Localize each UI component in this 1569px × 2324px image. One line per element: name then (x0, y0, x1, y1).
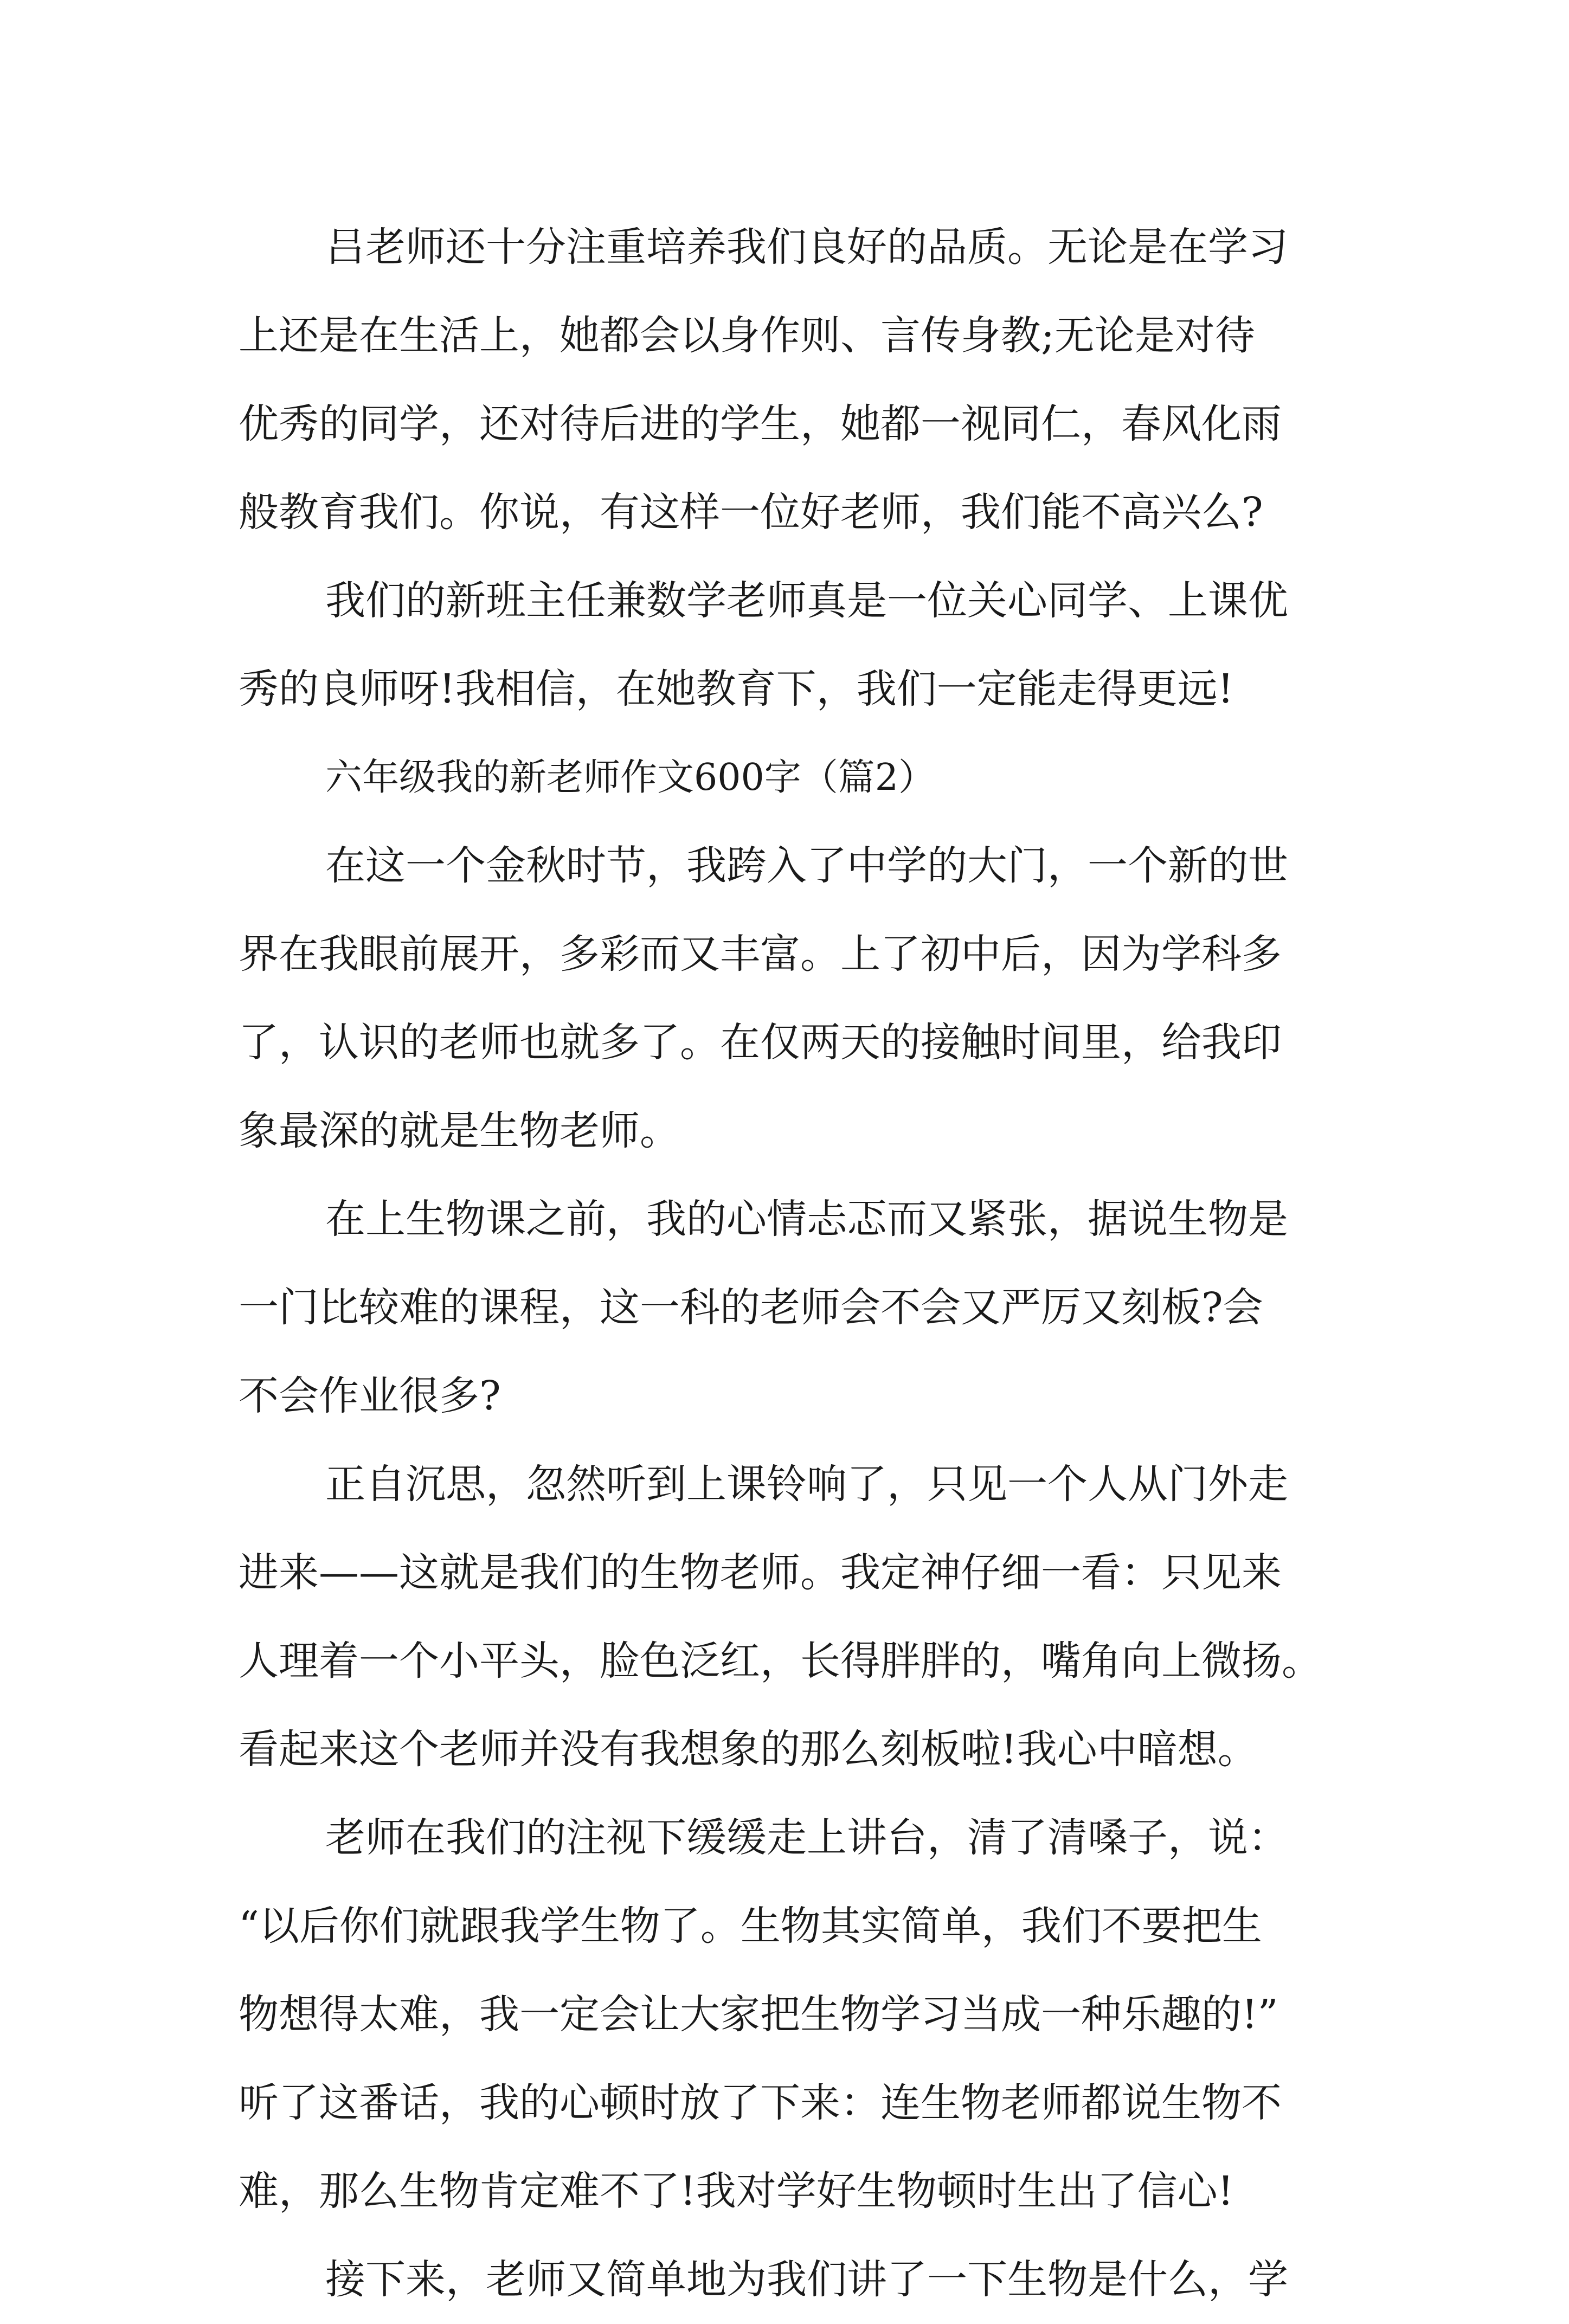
paragraph-line: 人理着一个小平头，脸色泛红，长得胖胖的，嘴角向上微扬。 (239, 1638, 1322, 1684)
paragraph-line: 接下来，老师又简单地为我们讲了一下生物是什么，学 (325, 2256, 1288, 2303)
paragraph-line: 上还是在生活上，她都会以身作则、言传身教;无论是对待 (239, 312, 1255, 359)
paragraph-line: 吕老师还十分注重培养我们良好的品质。无论是在学习 (325, 224, 1288, 271)
paragraph-line: “以后你们就跟我学生物了。生物其实简单，我们不要把生 (239, 1903, 1262, 1949)
paragraph-line: 我们的新班主任兼数学老师真是一位关心同学、上课优 (325, 577, 1288, 624)
paragraph-line: 物想得太难，我一定会让大家把生物学习当成一种乐趣的!” (239, 1991, 1278, 2038)
paragraph-line: 进来——这就是我们的生物老师。我定神仔细一看：只见来 (239, 1549, 1282, 1596)
paragraph-line: 在这一个金秋时节，我跨入了中学的大门，一个新的世 (325, 842, 1288, 889)
paragraph-line: 了，认识的老师也就多了。在仅两天的接触时间里，给我印 (239, 1019, 1282, 1066)
paragraph-line: 不会作业很多? (239, 1373, 501, 1419)
paragraph-line: 难，那么生物肯定难不了!我对学好生物顿时生出了信心! (239, 2168, 1234, 2214)
paragraph-line: 界在我眼前展开，多彩而又丰富。上了初中后，因为学科多 (239, 931, 1282, 977)
paragraph-line: 优秀的同学，还对待后进的学生，她都一视同仁，春风化雨 (239, 401, 1282, 447)
essay-text (239, 203, 1339, 2324)
section-title: 六年级我的新老师作文600字（篇2） (325, 756, 936, 799)
paragraph-line: 在上生物课之前，我的心情忐忑而又紧张，据说生物是 (325, 1196, 1288, 1243)
paragraph-line: 象最深的就是生物老师。 (239, 1108, 680, 1154)
paragraph-line: 秀的良师呀!我相信，在她教育下，我们一定能走得更远! (239, 666, 1234, 712)
paragraph-line: 老师在我们的注视下缓缓走上讲台，清了清嗓子，说： (325, 1814, 1288, 1861)
paragraph-line: 般教育我们。你说，有这样一位好老师，我们能不高兴么? (239, 489, 1263, 536)
paragraph-line: 听了这番话，我的心顿时放了下来：连生物老师都说生物不 (239, 2080, 1282, 2126)
paragraph-line: 正自沉思，忽然听到上课铃响了，只见一个人从门外走 (325, 1461, 1288, 1508)
paragraph-line: 一门比较难的课程，这一科的老师会不会又严厉又刻板?会 (239, 1284, 1263, 1331)
paragraph-line: 看起来这个老师并没有我想象的那么刻板啦!我心中暗想。 (239, 1726, 1258, 1773)
